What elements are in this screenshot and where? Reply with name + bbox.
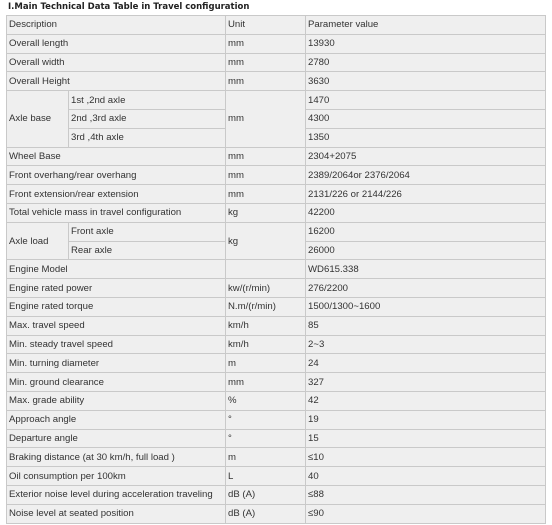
table-title: I.Main Technical Data Table in Travel configuration (8, 2, 250, 12)
row-unit: km/h (226, 335, 306, 354)
row-value: 2389/2064or 2376/2064 (306, 166, 546, 185)
row-value: 85 (306, 316, 546, 335)
row-label: Min. turning diameter (7, 354, 226, 373)
row-value: WD615.338 (306, 260, 546, 279)
row-label: Overall length (7, 34, 226, 53)
row-unit: ° (226, 429, 306, 448)
table-row (7, 147, 546, 166)
group-label: Axle load (7, 222, 69, 260)
table-row (7, 410, 546, 429)
row-unit: mm (226, 373, 306, 392)
row-label: Min. ground clearance (7, 373, 226, 392)
header-description: Description (7, 16, 226, 35)
row-unit: % (226, 391, 306, 410)
row-value: 276/2200 (306, 279, 546, 298)
row-unit: km/h (226, 316, 306, 335)
table-row (7, 34, 546, 53)
group-sub-label: Rear axle (69, 241, 226, 260)
header-unit: Unit (226, 16, 306, 35)
table-row (7, 429, 546, 448)
table-row (7, 91, 546, 110)
row-value: ≤10 (306, 448, 546, 467)
row-unit: m (226, 448, 306, 467)
table-row (7, 335, 546, 354)
row-label: Noise level at seated position (7, 504, 226, 523)
group-sub-label: Front axle (69, 222, 226, 241)
row-label: Overall Height (7, 72, 226, 91)
group-value: 26000 (306, 241, 546, 260)
row-label: Max. travel speed (7, 316, 226, 335)
row-unit: mm (226, 53, 306, 72)
row-value: 42200 (306, 203, 546, 222)
group-sub-label: 1st ,2nd axle (69, 91, 226, 110)
row-label: Max. grade ability (7, 391, 226, 410)
table-row (7, 53, 546, 72)
row-label: Oil consumption per 100km (7, 467, 226, 486)
row-value: 327 (306, 373, 546, 392)
row-label: Engine rated torque (7, 297, 226, 316)
group-sub-label: 2nd ,3rd axle (69, 109, 226, 128)
row-value: 40 (306, 467, 546, 486)
row-value: 2304+2075 (306, 147, 546, 166)
row-unit: kg (226, 203, 306, 222)
group-unit: kg (226, 222, 306, 260)
row-label: Braking distance (at 30 km/h, full load ) (7, 448, 226, 467)
row-unit: mm (226, 185, 306, 204)
row-label: Exterior noise level during acceleration traveling (7, 485, 226, 504)
table-row (7, 260, 546, 279)
row-unit: mm (226, 34, 306, 53)
group-value: 1350 (306, 128, 546, 147)
table-row (7, 373, 546, 392)
row-label: Overall width (7, 53, 226, 72)
group-value: 1470 (306, 91, 546, 110)
table-row (7, 391, 546, 410)
row-unit: dB (A) (226, 504, 306, 523)
row-value: 15 (306, 429, 546, 448)
row-unit: m (226, 354, 306, 373)
row-unit: mm (226, 147, 306, 166)
row-unit: kw/(r/min) (226, 279, 306, 298)
table-row (7, 485, 546, 504)
table-row (7, 297, 546, 316)
row-unit: mm (226, 72, 306, 91)
row-value: 2~3 (306, 335, 546, 354)
table-row (7, 448, 546, 467)
row-unit: ° (226, 410, 306, 429)
table-row (7, 467, 546, 486)
row-unit: dB (A) (226, 485, 306, 504)
table-row (7, 222, 546, 241)
technical-data-table (6, 15, 546, 524)
group-unit: mm (226, 91, 306, 147)
table-row (7, 279, 546, 298)
row-value: 19 (306, 410, 546, 429)
row-label: Front extension/rear extension (7, 185, 226, 204)
row-unit (226, 260, 306, 279)
table-row (7, 203, 546, 222)
row-value: 3630 (306, 72, 546, 91)
row-unit: L (226, 467, 306, 486)
table-row (7, 185, 546, 204)
row-value: 13930 (306, 34, 546, 53)
row-label: Engine rated power (7, 279, 226, 298)
row-unit: mm (226, 166, 306, 185)
table-row (7, 166, 546, 185)
table-row (7, 504, 546, 523)
group-sub-label: 3rd ,4th axle (69, 128, 226, 147)
row-unit: N.m/(r/min) (226, 297, 306, 316)
header-row (7, 16, 546, 35)
group-value: 4300 (306, 109, 546, 128)
row-label: Total vehicle mass in travel configuration (7, 203, 226, 222)
row-value: ≤90 (306, 504, 546, 523)
row-label: Engine Model (7, 260, 226, 279)
row-value: ≤88 (306, 485, 546, 504)
row-value: 2131/226 or 2144/226 (306, 185, 546, 204)
row-label: Departure angle (7, 429, 226, 448)
group-value: 16200 (306, 222, 546, 241)
row-value: 2780 (306, 53, 546, 72)
row-label: Wheel Base (7, 147, 226, 166)
row-value: 1500/1300~1600 (306, 297, 546, 316)
row-value: 24 (306, 354, 546, 373)
row-value: 42 (306, 391, 546, 410)
group-label: Axle base (7, 91, 69, 147)
row-label: Min. steady travel speed (7, 335, 226, 354)
table-row (7, 72, 546, 91)
row-label: Approach angle (7, 410, 226, 429)
table-row (7, 316, 546, 335)
row-label: Front overhang/rear overhang (7, 166, 226, 185)
header-value: Parameter value (306, 16, 546, 35)
table-row (7, 354, 546, 373)
